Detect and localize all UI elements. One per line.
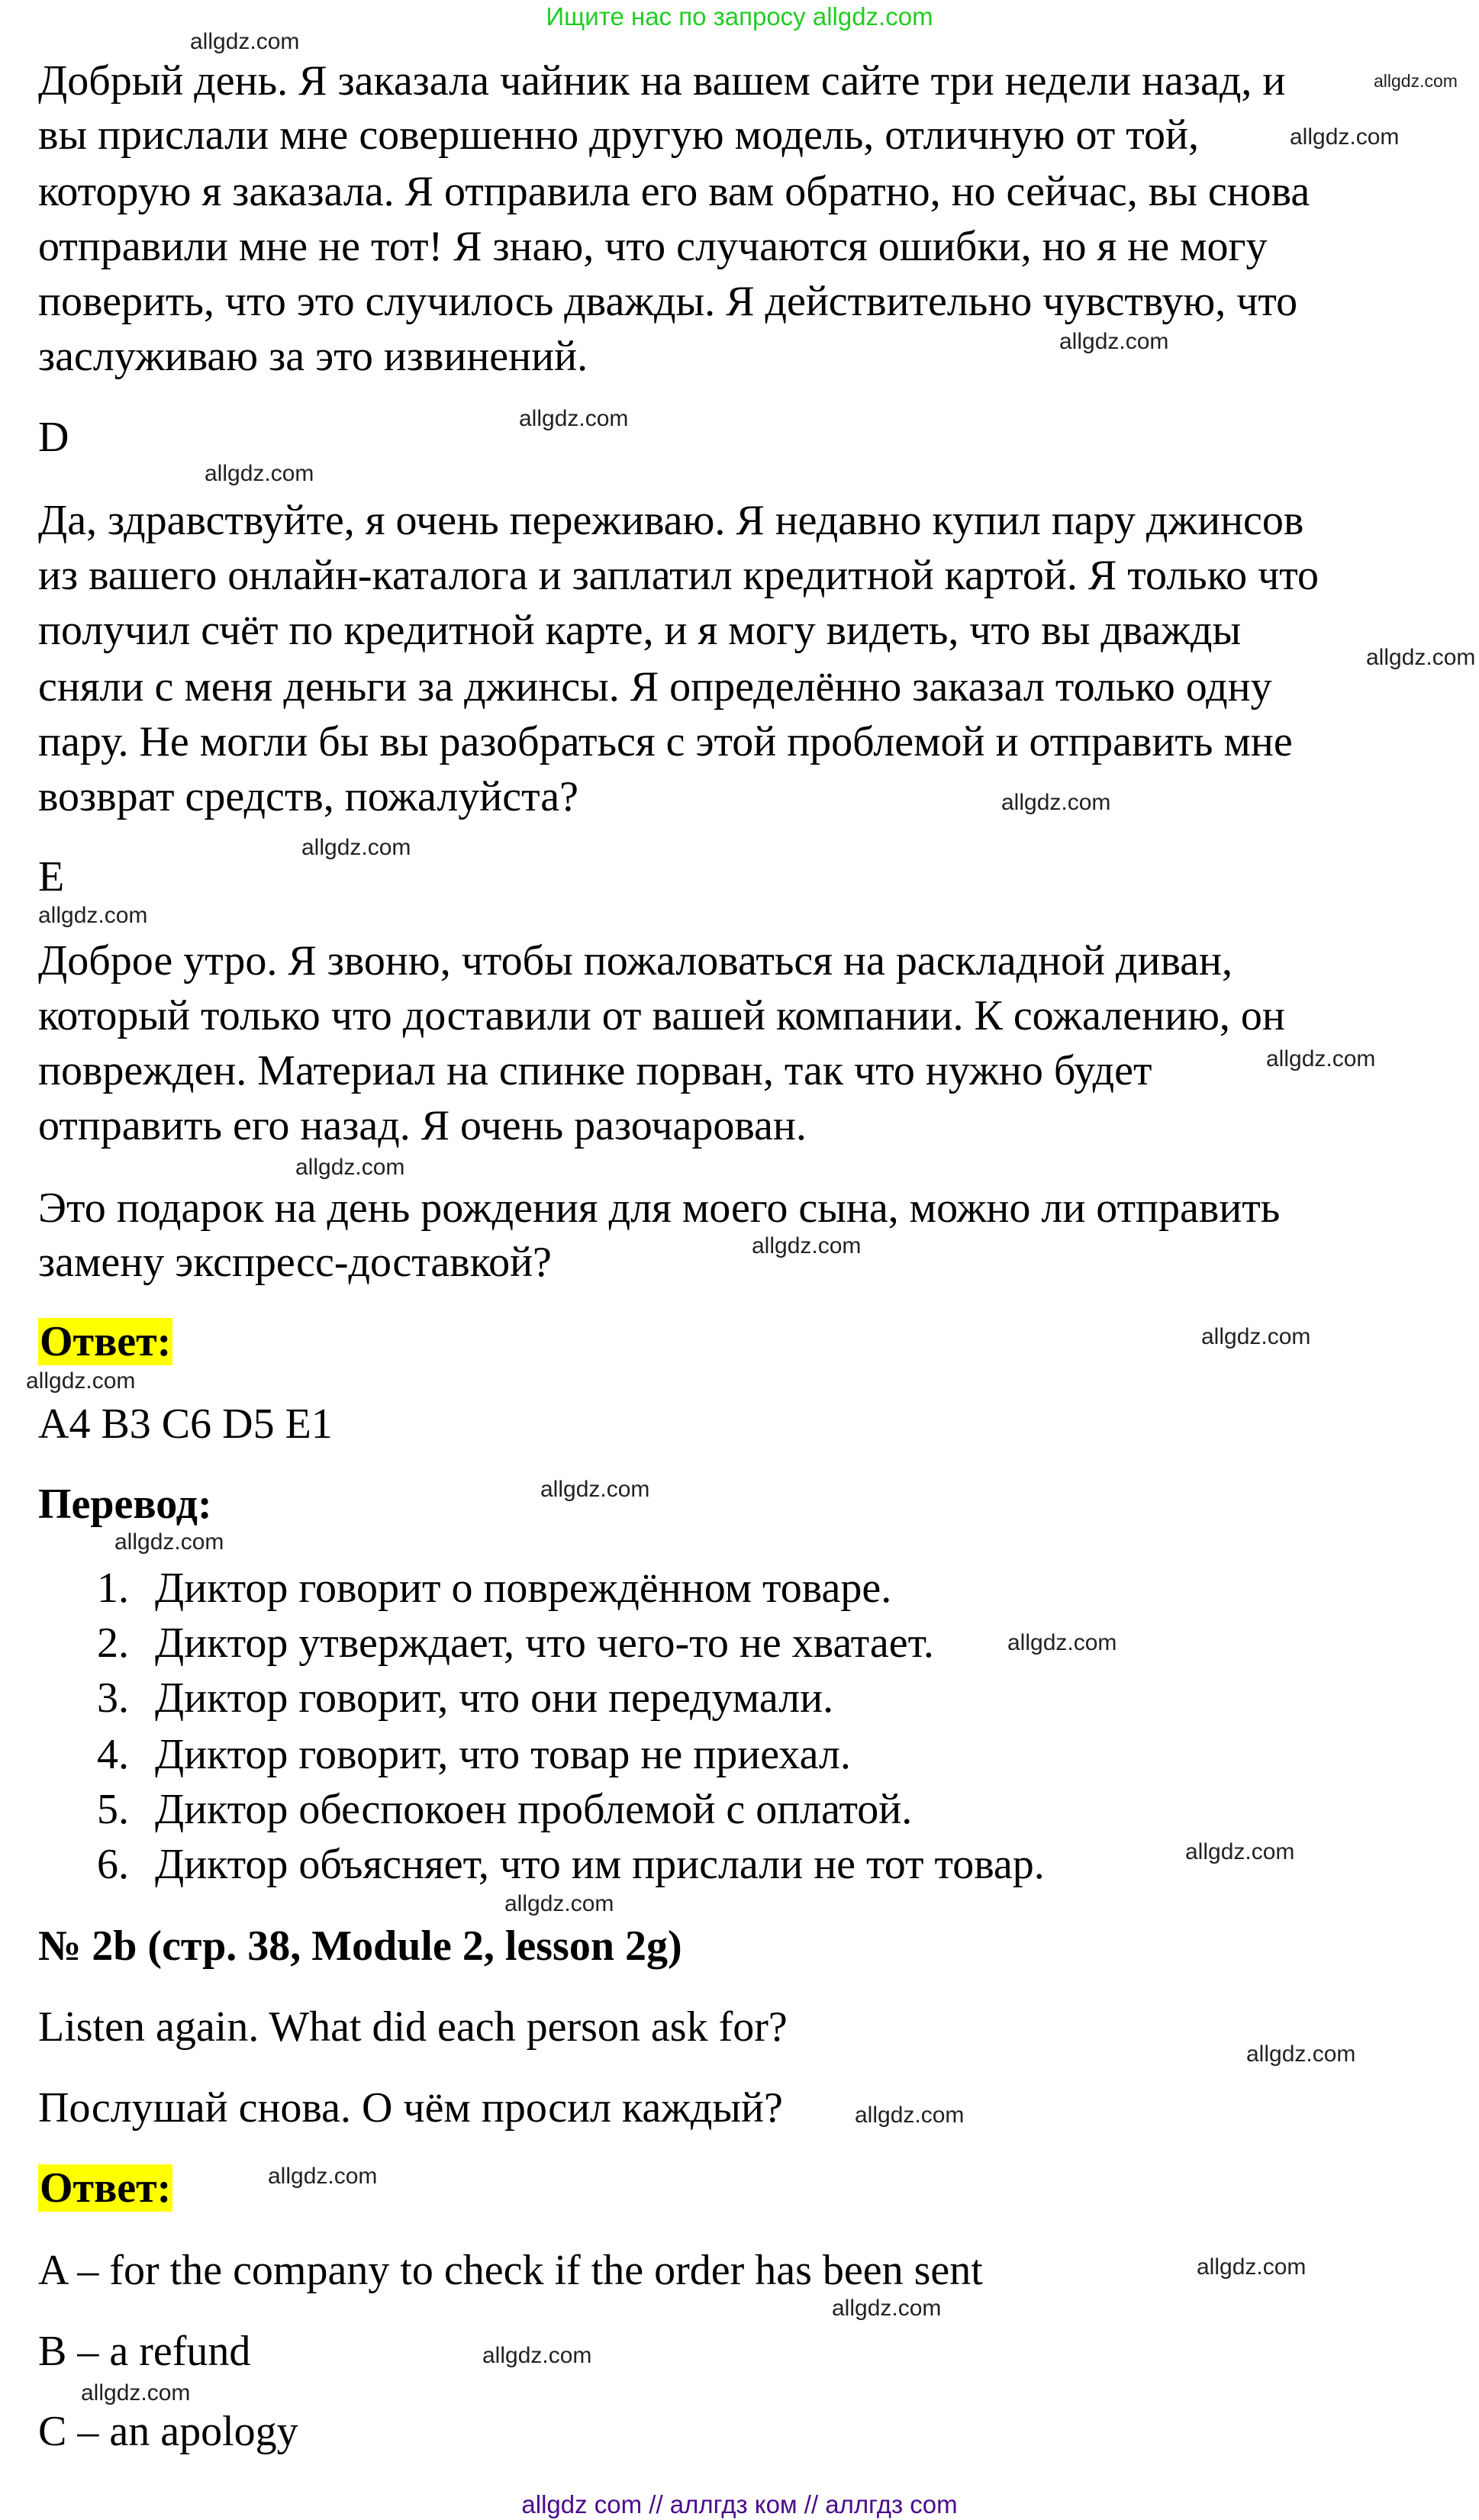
watermark: allgdz.com bbox=[268, 2164, 378, 2189]
list-text: Диктор говорит, что они передумали. bbox=[155, 1674, 834, 1722]
text-line: поврежден. Материал на спинке порван, так что нужно будет bbox=[38, 1047, 1152, 1094]
watermark: allgdz.com bbox=[81, 2380, 191, 2406]
watermark: allgdz.com bbox=[855, 2103, 965, 2128]
highlighted-answer: Ответ: bbox=[40, 2164, 172, 2212]
text-line: отправить его назад. Я очень разочарован. bbox=[38, 1102, 807, 1149]
watermark: allgdz.com bbox=[1185, 1839, 1295, 1864]
text-line: пару. Не могли бы вы разобраться с этой проблемой и отправить мне bbox=[38, 718, 1293, 765]
text-line: отправили мне не тот! Я знаю, что случаются ошибки, но я не могу bbox=[38, 223, 1268, 270]
watermark: allgdz.com bbox=[295, 1155, 405, 1180]
watermark: allgdz.com bbox=[504, 1891, 614, 1916]
watermark: allgdz.com bbox=[540, 1477, 650, 1502]
watermark: allgdz.com bbox=[1059, 329, 1169, 354]
list-item bbox=[97, 1564, 892, 1613]
list-number: 5. bbox=[97, 1786, 129, 1833]
text-line: Послушай снова. О чём просил каждый? bbox=[38, 2084, 783, 2132]
list-number: 6. bbox=[97, 1841, 129, 1888]
text-line: возврат средств, пожалуйста? bbox=[38, 773, 578, 820]
list-text: Диктор говорит, что товар не приехал. bbox=[155, 1731, 851, 1778]
highlighted-answer: Ответ: bbox=[40, 1318, 172, 1365]
watermark: allgdz.com bbox=[1290, 124, 1400, 150]
search-banner: Ищите нас по запросу allgdz.com bbox=[546, 2, 933, 31]
watermark: allgdz.com bbox=[1001, 790, 1111, 815]
watermark: allgdz.com bbox=[1374, 71, 1458, 91]
list-text: Диктор говорит о повреждённом товаре. bbox=[155, 1565, 892, 1612]
watermark: allgdz.com bbox=[114, 1529, 224, 1555]
text-line: D bbox=[38, 414, 69, 461]
section-heading: № 2b (стр. 38, Module 2, lesson 2g) bbox=[38, 1922, 682, 1970]
text-line: получил счёт по кредитной карте, и я могу видеть, что вы дважды bbox=[38, 607, 1242, 654]
text-line: Да, здравствуйте, я очень переживаю. Я недавно купил пару джинсов bbox=[38, 497, 1304, 544]
watermark: allgdz.com bbox=[1197, 2254, 1307, 2280]
list-item bbox=[97, 1674, 834, 1722]
watermark: allgdz.com bbox=[832, 2296, 942, 2321]
text-line: заслуживаю за это извинений. bbox=[38, 333, 588, 380]
text-line: Добрый день. Я заказала чайник на вашем сайте три недели назад, и bbox=[38, 57, 1286, 105]
watermark: allgdz.com bbox=[38, 903, 148, 928]
list-number: 2. bbox=[97, 1619, 129, 1667]
watermark: allgdz.com bbox=[519, 406, 629, 431]
text-line: который только что доставили от вашей компании. К сожалению, он bbox=[38, 992, 1285, 1039]
text-line: из вашего онлайн-каталога и заплатил кредитной картой. Я только что bbox=[38, 552, 1319, 599]
watermark: allgdz.com bbox=[26, 1368, 136, 1394]
list-number: 4. bbox=[97, 1731, 129, 1778]
watermark: allgdz.com bbox=[1366, 645, 1476, 670]
list-item bbox=[97, 1619, 934, 1668]
list-text: Диктор обеспокоен проблемой с оплатой. bbox=[155, 1786, 913, 1833]
watermark: allgdz.com bbox=[752, 1233, 862, 1258]
list-number: 3. bbox=[97, 1674, 129, 1722]
list-text: Диктор утверждает, что чего-то не хватает. bbox=[155, 1619, 934, 1667]
list-item bbox=[97, 1785, 913, 1834]
section-heading: Перевод: bbox=[38, 1481, 212, 1528]
watermark: allgdz.com bbox=[205, 461, 314, 486]
watermark: allgdz.com bbox=[301, 835, 411, 860]
watermark: allgdz.com bbox=[1007, 1630, 1117, 1655]
text-line: вы прислали мне совершенно другую модель, отличную от той, bbox=[38, 111, 1199, 159]
text-line: C – an apology bbox=[38, 2408, 298, 2455]
list-number: 1. bbox=[97, 1565, 129, 1612]
text-line: замену экспресс-доставкой? bbox=[38, 1239, 552, 1286]
text-line: A4 B3 C6 D5 E1 bbox=[38, 1400, 333, 1448]
text-line: A – for the company to check if the order has been sent bbox=[38, 2247, 983, 2294]
watermark: allgdz.com bbox=[482, 2343, 592, 2368]
text-line: E bbox=[38, 853, 65, 901]
text-line: B – a refund bbox=[38, 2328, 251, 2375]
list-item bbox=[97, 1840, 1045, 1889]
answer-label bbox=[38, 1317, 172, 1366]
watermark: allgdz.com bbox=[1266, 1046, 1376, 1071]
footer-banner: allgdz com // аллгдз ком // аллгдз com bbox=[521, 2490, 958, 2518]
text-line: сняли с меня деньги за джинсы. Я определённо заказал только одну bbox=[38, 663, 1272, 711]
watermark: allgdz.com bbox=[1201, 1324, 1311, 1349]
list-item bbox=[97, 1730, 851, 1779]
list-text: Диктор объясняет, что им прислали не тот товар. bbox=[155, 1841, 1045, 1888]
watermark: allgdz.com bbox=[1246, 2041, 1356, 2067]
text-line: Доброе утро. Я звоню, чтобы пожаловаться на раскладной диван, bbox=[38, 937, 1232, 984]
text-line: Listen again. What did each person ask for? bbox=[38, 2003, 788, 2051]
text-line: поверить, что это случилось дважды. Я действительно чувствую, что bbox=[38, 278, 1298, 325]
answer-label bbox=[38, 2164, 172, 2212]
text-line: которую я заказала. Я отправила его вам обратно, но сейчас, вы снова bbox=[38, 168, 1310, 215]
watermark: allgdz.com bbox=[190, 29, 300, 54]
text-line: Это подарок на день рождения для моего сына, можно ли отправить bbox=[38, 1184, 1281, 1232]
